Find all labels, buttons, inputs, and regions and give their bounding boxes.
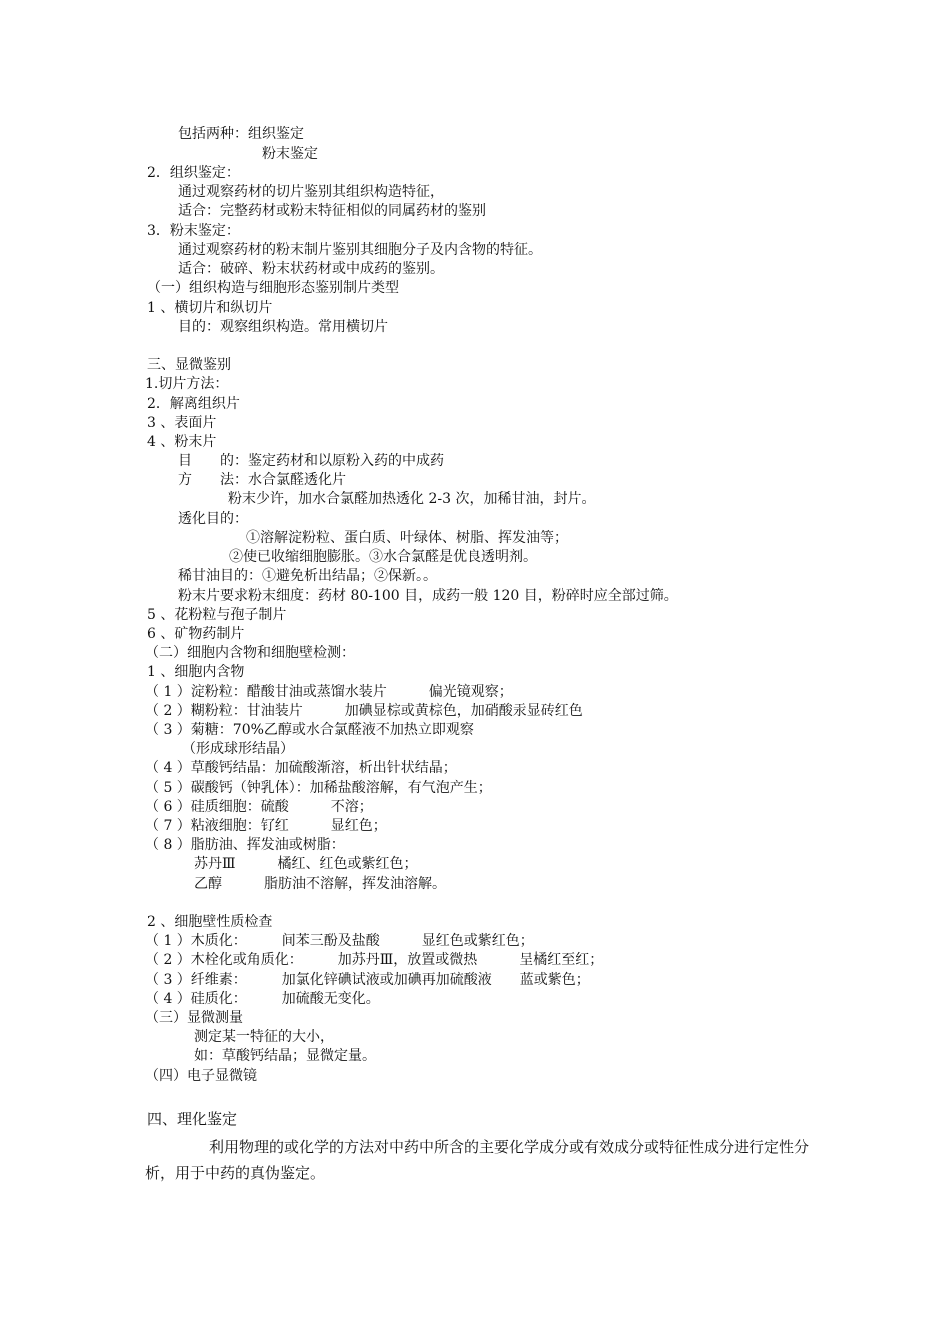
text-line: 如：草酸钙结晶；显微定量。 (194, 1048, 376, 1064)
text-line: 粉末鉴定 (262, 146, 318, 162)
text-line: （ 3 ）菊糖：70%乙醇或水合氯醛液不加热立即观察 (145, 722, 474, 738)
text-line: （形成球形结晶） (182, 741, 294, 757)
text-line: （ 4 ）硅质化： 加硫酸无变化。 (145, 991, 380, 1007)
text-line: 2．解离组织片 (147, 396, 240, 412)
text-line: （一）组织构造与细胞形态鉴别制片类型 (147, 280, 399, 296)
text-line: 粉末少许，加水合氯醛加热透化 2-3 次，加稀甘油，封片。 (228, 491, 596, 507)
text-line: 1.切片方法： (145, 376, 229, 392)
text-line: 目 的：鉴定药材和以原粉入药的中成药 (178, 453, 444, 469)
text-line: （二）细胞内含物和细胞壁检测： (145, 645, 355, 661)
text-line: ②使已收缩细胞膨胀。③水合氯醛是优良透明剂。 (229, 549, 537, 565)
section-heading: 四、理化鉴定 (147, 1110, 238, 1128)
text-line: 6 、矿物药制片 (147, 626, 245, 642)
text-line: 透化目的： (178, 511, 248, 527)
text-line: 苏丹Ⅲ 橘红、红色或紫红色； (194, 856, 418, 872)
text-line: （ 7 ）粘液细胞：钌红 显红色； (145, 818, 387, 834)
text-line: 包括两种：组织鉴定 (178, 126, 304, 142)
text-line: 方 法：水合氯醛透化片 (178, 472, 346, 488)
text-line: （ 2 ）糊粉粒：甘油装片 加碘显棕或黄棕色，加硝酸汞显砖红色 (145, 703, 583, 719)
text-line: ①溶解淀粉粒、蛋白质、叶绿体、树脂、挥发油等； (246, 530, 568, 546)
text-line: 适合：破碎、粉末状药材或中成药的鉴别。 (178, 261, 444, 277)
text-line: 4 、粉末片 (147, 434, 217, 450)
text-line: （ 8 ）脂肪油、挥发油或树脂： (145, 837, 345, 853)
text-line: 乙醇 脂肪油不溶解，挥发油溶解。 (194, 876, 446, 892)
text-line: （四）电子显微镜 (145, 1068, 257, 1084)
text-line: （ 3 ）纤维素： 加氯化锌碘试液或加碘再加硫酸液 蓝或紫色； (145, 972, 590, 988)
text-line: 3 、表面片 (147, 415, 217, 431)
body-paragraph: 利用物理的或化学的方法对中药中所含的主要化学成分或有效成分或特征性成分进行定性分析，用于中药的真伪鉴定。 (145, 1138, 810, 1182)
text-line: 1 、细胞内含物 (147, 664, 245, 680)
text-line: （ 1 ）淀粉粒：醋酸甘油或蒸馏水装片 偏光镜观察； (145, 684, 513, 700)
text-line: 目的：观察组织构造。常用横切片 (178, 319, 388, 335)
text-line: （ 1 ）木质化： 间苯三酚及盐酸 显红色或紫红色； (145, 933, 534, 949)
text-line: （ 6 ）硅质细胞：硫酸 不溶； (145, 799, 373, 815)
text-line: （ 2 ）木栓化或角质化： 加苏丹Ⅲ，放置或微热 呈橘红至红； (145, 952, 604, 968)
text-line: 适合：完整药材或粉末特征相似的同属药材的鉴别 (178, 203, 486, 219)
text-line: 5 、花粉粒与孢子制片 (147, 607, 287, 623)
text-line: 1 、横切片和纵切片 (147, 300, 273, 316)
text-line: 通过观察药材的粉末制片鉴别其细胞分子及内含物的特征。 (178, 242, 542, 258)
text-line: 粉末片要求粉末细度：药材 80-100 目，成药一般 120 目，粉碎时应全部过筛。 (178, 588, 678, 604)
text-line: 2．组织鉴定： (147, 165, 240, 181)
text-line: （ 5 ）碳酸钙（钟乳体）：加稀盐酸溶解，有气泡产生； (145, 780, 492, 796)
text-line: （三）显微测量 (145, 1010, 243, 1026)
text-line: 测定某一特征的大小， (194, 1029, 334, 1045)
text-line: 2 、细胞壁性质检查 (147, 914, 273, 930)
text-line: （ 4 ）草酸钙结晶：加硫酸渐溶，析出针状结晶； (145, 760, 457, 776)
section-heading: 三、显微鉴别 (147, 357, 231, 373)
text-line: 通过观察药材的切片鉴别其组织构造特征， (178, 184, 444, 200)
text-line: 3．粉末鉴定： (147, 223, 240, 239)
text-line: 稀甘油目的：①避免析出结晶；②保新。。 (178, 568, 437, 584)
